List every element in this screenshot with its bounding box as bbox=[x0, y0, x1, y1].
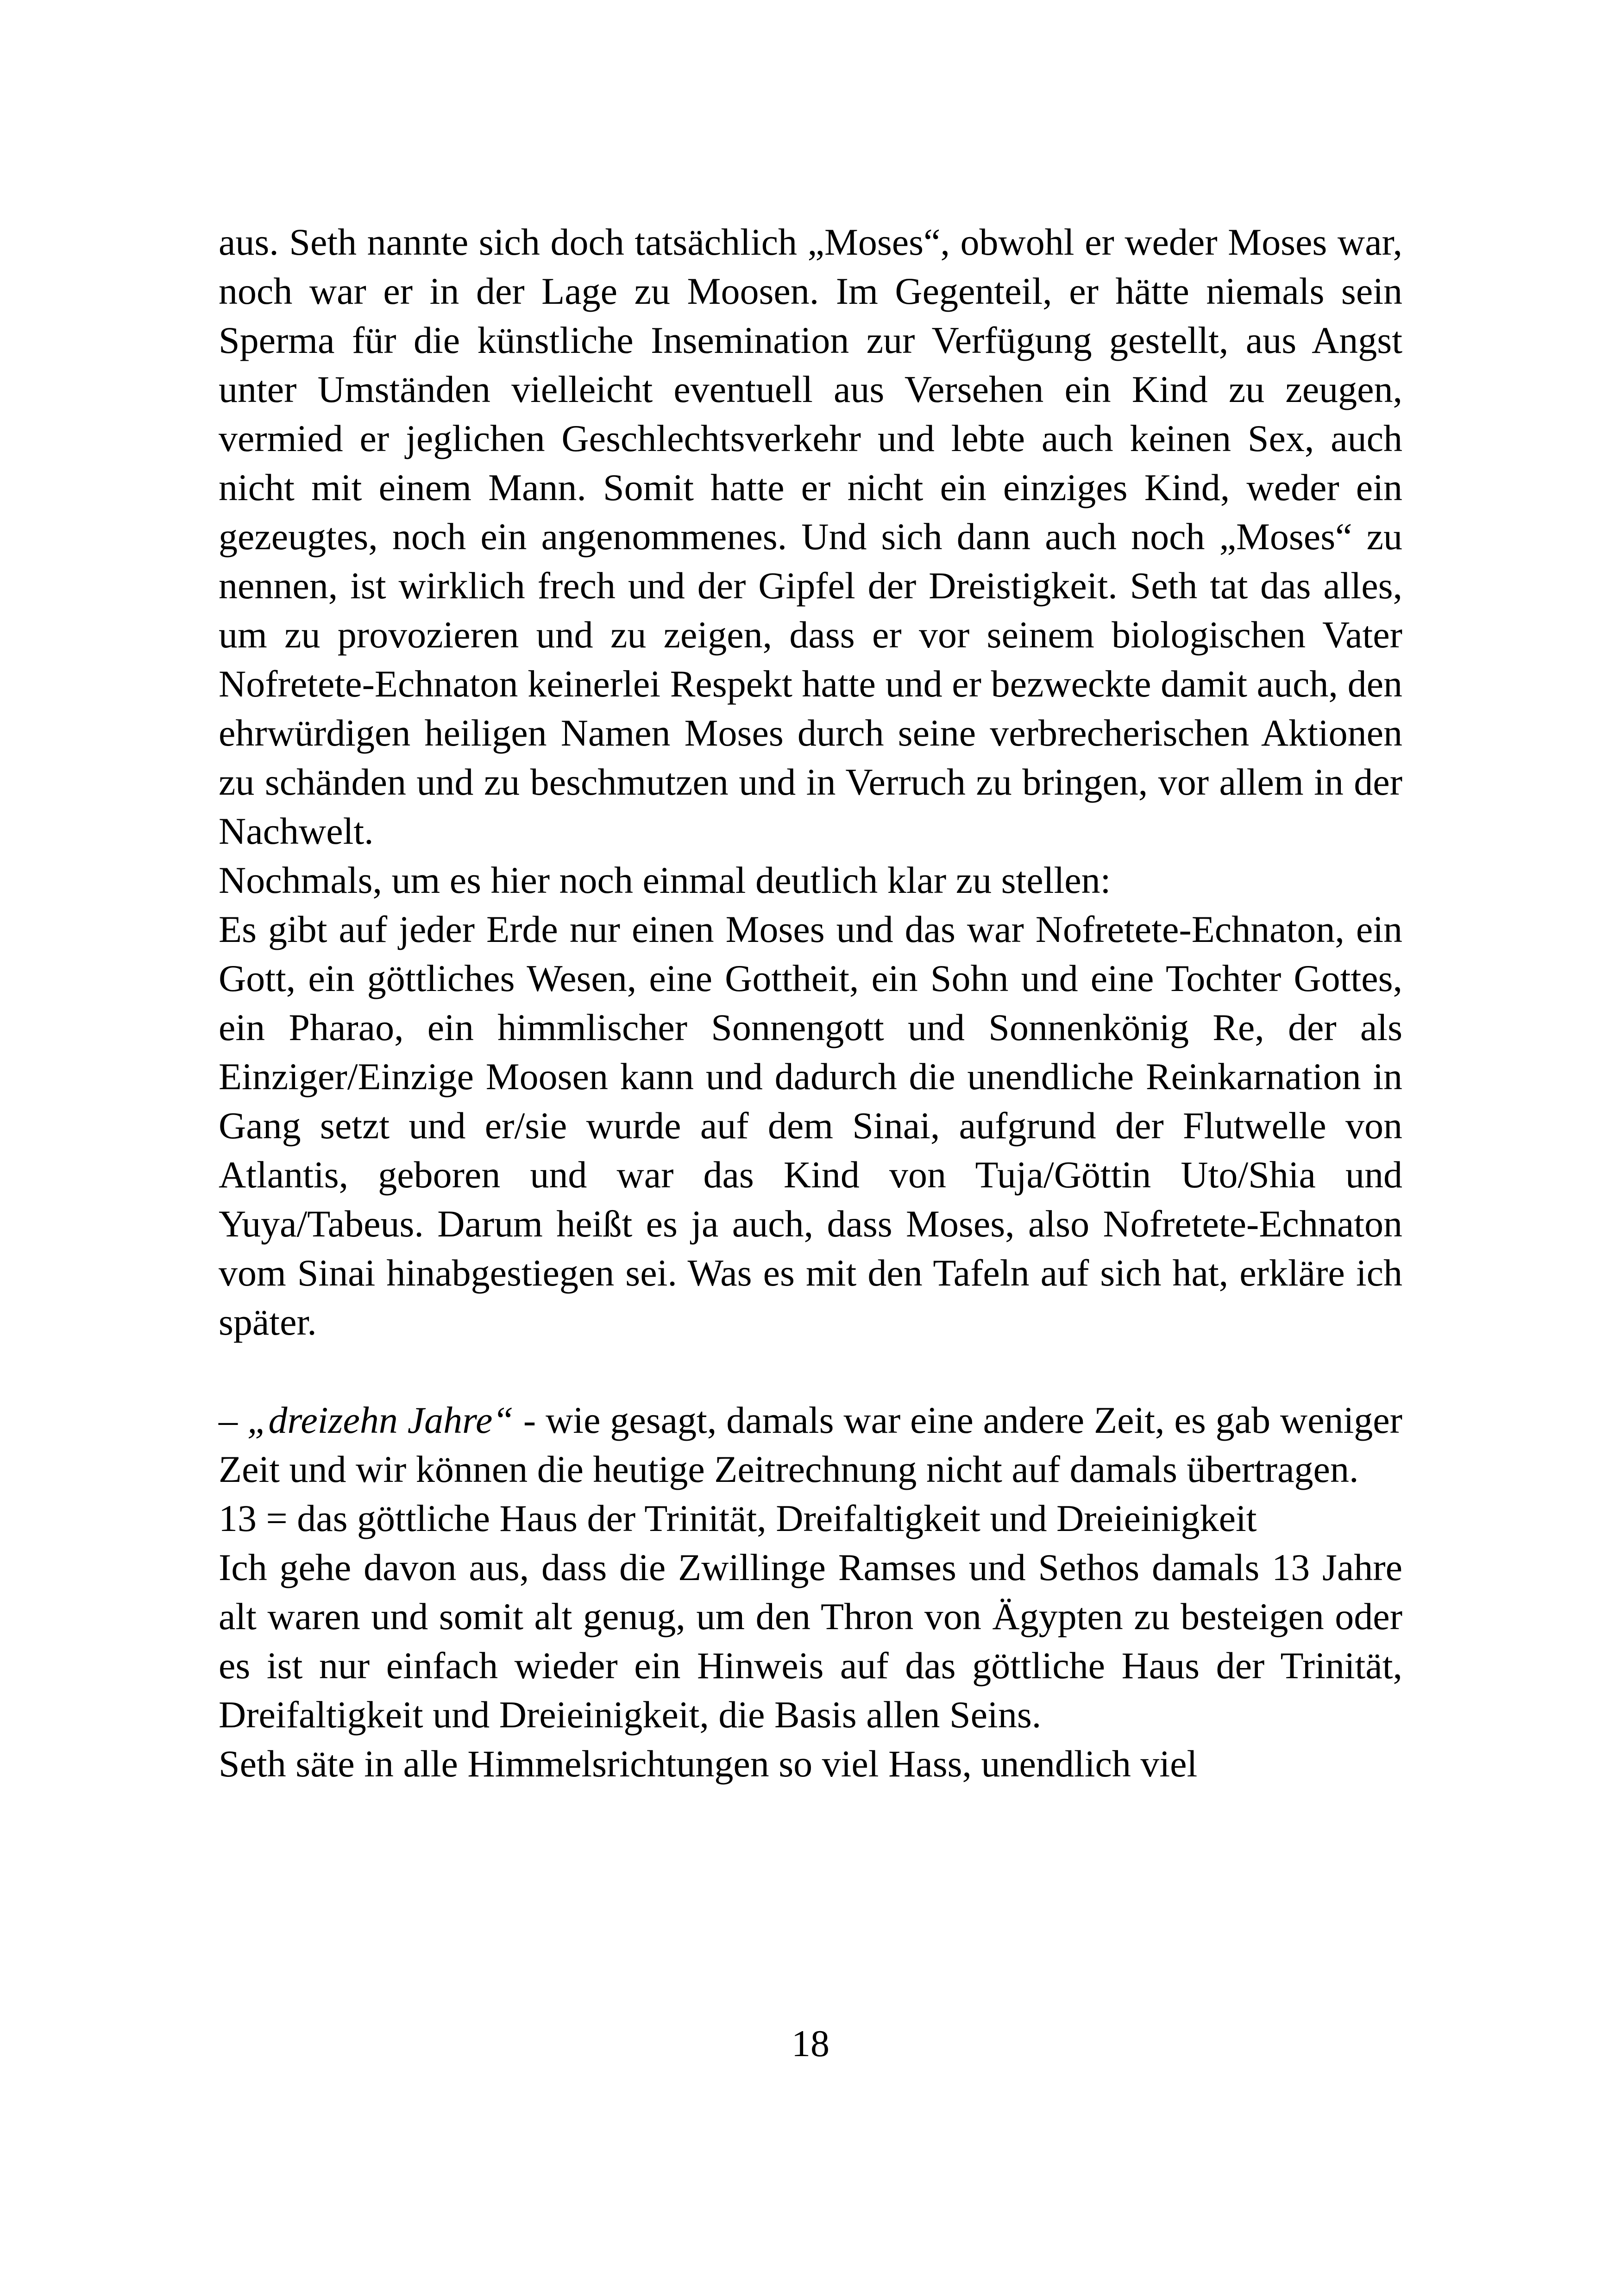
paragraph-trinitaet: 13 = das göttliche Haus der Trinität, Dreifaltigkeit und Dreieinigkeit bbox=[219, 1497, 1257, 1539]
paragraph-seth-saete: Seth säte in alle Himmelsrichtungen so viel Hass, unendlich viel bbox=[219, 1743, 1198, 1785]
quote-rest: - wie gesagt, damals war eine andere Zeit, es gab weniger Zeit und wir können die heutige Zeitrechnung nicht auf damals übertragen. bbox=[219, 1399, 1402, 1490]
paragraph-seth-moses: aus. Seth nannte sich doch tatsächlich „Moses“, obwohl er weder Moses war, noch war er in der Lage zu Moosen. Im Gegenteil, er hätte niemals sein Sperma für die künstliche Insemination zur Verfügung gestellt, aus Angst unter Umständen vielleicht eventuell aus Versehen ein Kind zu zeugen, vermied er jeglichen Geschlechtsverkehr und lebte auch keinen Sex, auch nicht mit einem Mann. Somit hatte er nicht ein einziges Kind, weder ein gezeugtes, noch ein angenommenes. Und sich dann auch noch „Moses“ zu nennen, ist wirklich frech und der Gipfel der Dreistigkeit. Seth tat das alles, um zu provozieren und zu zeigen, dass er vor seinem biologischen Vater Nofretete-Echnaton keinerlei Respekt hatte und er bezweckte damit auch, den ehrwürdigen heiligen Namen Moses durch seine verbrecherischen Aktionen zu schänden und zu beschmutzen und in Verruch zu bringen, vor allem in der Nachwelt. bbox=[219, 221, 1402, 852]
quote-dash: – bbox=[219, 1399, 247, 1441]
page-number: 18 bbox=[792, 2022, 829, 2064]
paragraph-nochmals: Nochmals, um es hier noch einmal deutlich klar zu stellen: bbox=[219, 859, 1111, 901]
paragraph-einen-moses: Es gibt auf jeder Erde nur einen Moses und das war Nofretete-Echnaton, ein Gott, ein göttliches Wesen, eine Gottheit, ein Sohn und eine Tochter Gottes, ein Pharao, ein himmlischer Sonnengott und Sonnenkönig Re, der als Einziger/Einzige Moosen kann und dadurch die unendliche Reinkarnation in Gang setzt und er/sie wurde auf dem Sinai, aufgrund der Flutwelle von Atlantis, geboren und war das Kind von Tuja/Göttin Uto/Shia und Yuya/Tabeus. Darum heißt es ja auch, dass Moses, also Nofretete-Echnaton vom Sinai hinabgestiegen sei. Was es mit den Tafeln auf sich hat, erkläre ich später. bbox=[219, 908, 1402, 1343]
body-text bbox=[219, 218, 1402, 1788]
paragraph-zwillinge: Ich gehe davon aus, dass die Zwillinge Ramses und Sethos damals 13 Jahre alt waren und somit alt genug, um den Thron von Ägypten zu besteigen oder es ist nur einfach wieder ein Hinweis auf das göttliche Haus der Trinität, Dreifaltigkeit und Dreieinigkeit, die Basis allen Seins. bbox=[219, 1546, 1402, 1736]
paragraph-dreizehn-jahre bbox=[219, 1396, 1402, 1494]
quote-italic: „dreizehn Jahre“ bbox=[247, 1399, 514, 1441]
